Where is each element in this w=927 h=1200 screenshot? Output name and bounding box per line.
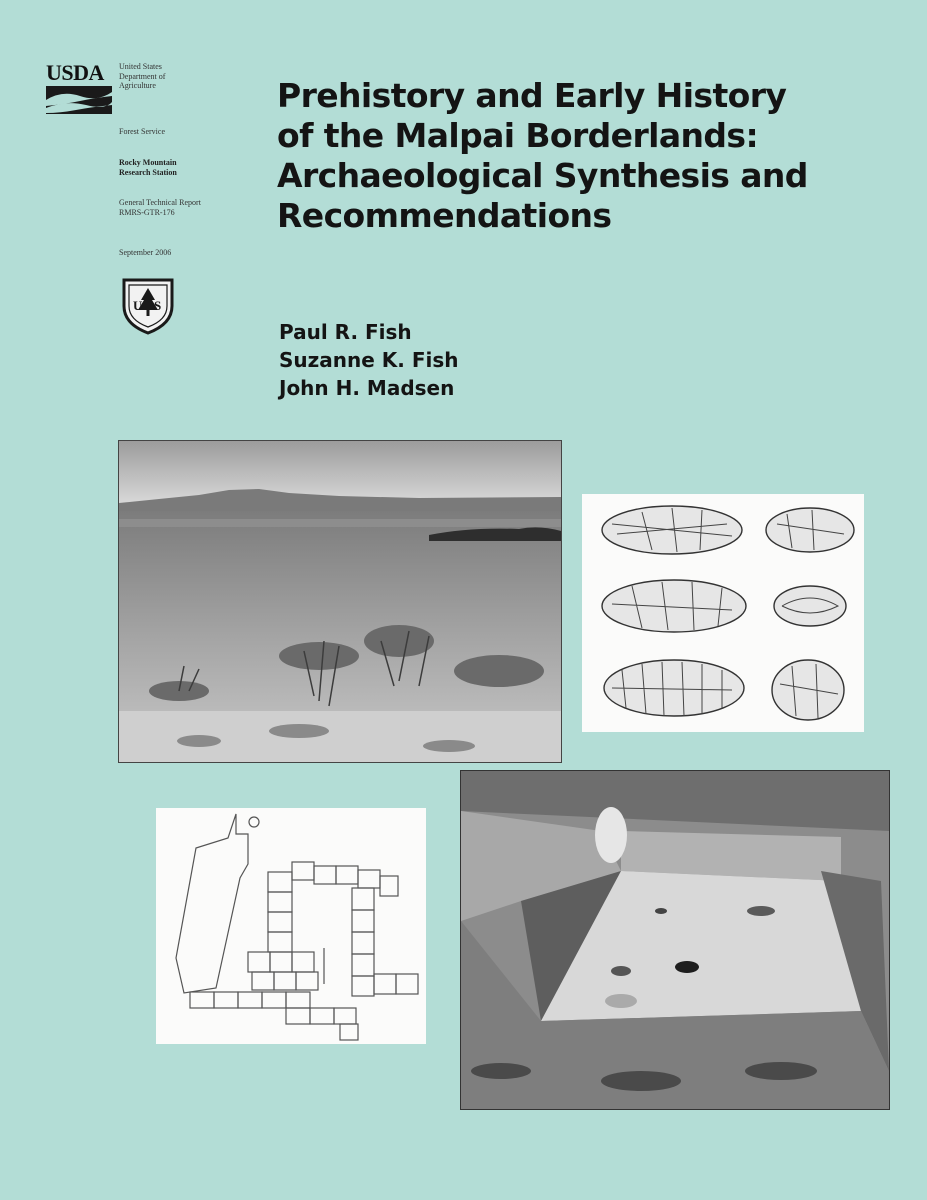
shield-text: U <box>133 298 143 313</box>
svg-text:S: S <box>154 298 162 313</box>
document-title <box>277 76 897 236</box>
author-name: John H. Madsen <box>279 376 455 400</box>
author-name: Suzanne K. Fish <box>279 348 459 372</box>
usda-logo <box>46 62 112 114</box>
title-line: Prehistory and Early History <box>277 76 787 115</box>
forest-service-shield-icon <box>120 276 176 336</box>
publication-date: September 2006 <box>119 248 172 257</box>
title-line: Archaeological Synthesis and <box>277 156 808 195</box>
landscape-photo <box>118 440 562 763</box>
usda-logo-text: USDA <box>46 60 104 85</box>
artifact-sketch-panel <box>582 494 864 732</box>
usda-logo-hills-icon <box>46 86 112 114</box>
author-name: Paul R. Fish <box>279 320 412 344</box>
department-name: United States Department of Agriculture <box>119 62 166 90</box>
site-floorplan-panel <box>156 808 426 1044</box>
title-line: Recommendations <box>277 196 612 235</box>
author-list <box>279 318 459 402</box>
title-line: of the Malpai Borderlands: <box>277 116 759 155</box>
service-name: Forest Service <box>119 127 165 136</box>
report-number: General Technical Report RMRS-GTR-176 <box>119 198 201 217</box>
station-name: Rocky Mountain Research Station <box>119 158 177 177</box>
excavation-photo <box>460 770 890 1110</box>
